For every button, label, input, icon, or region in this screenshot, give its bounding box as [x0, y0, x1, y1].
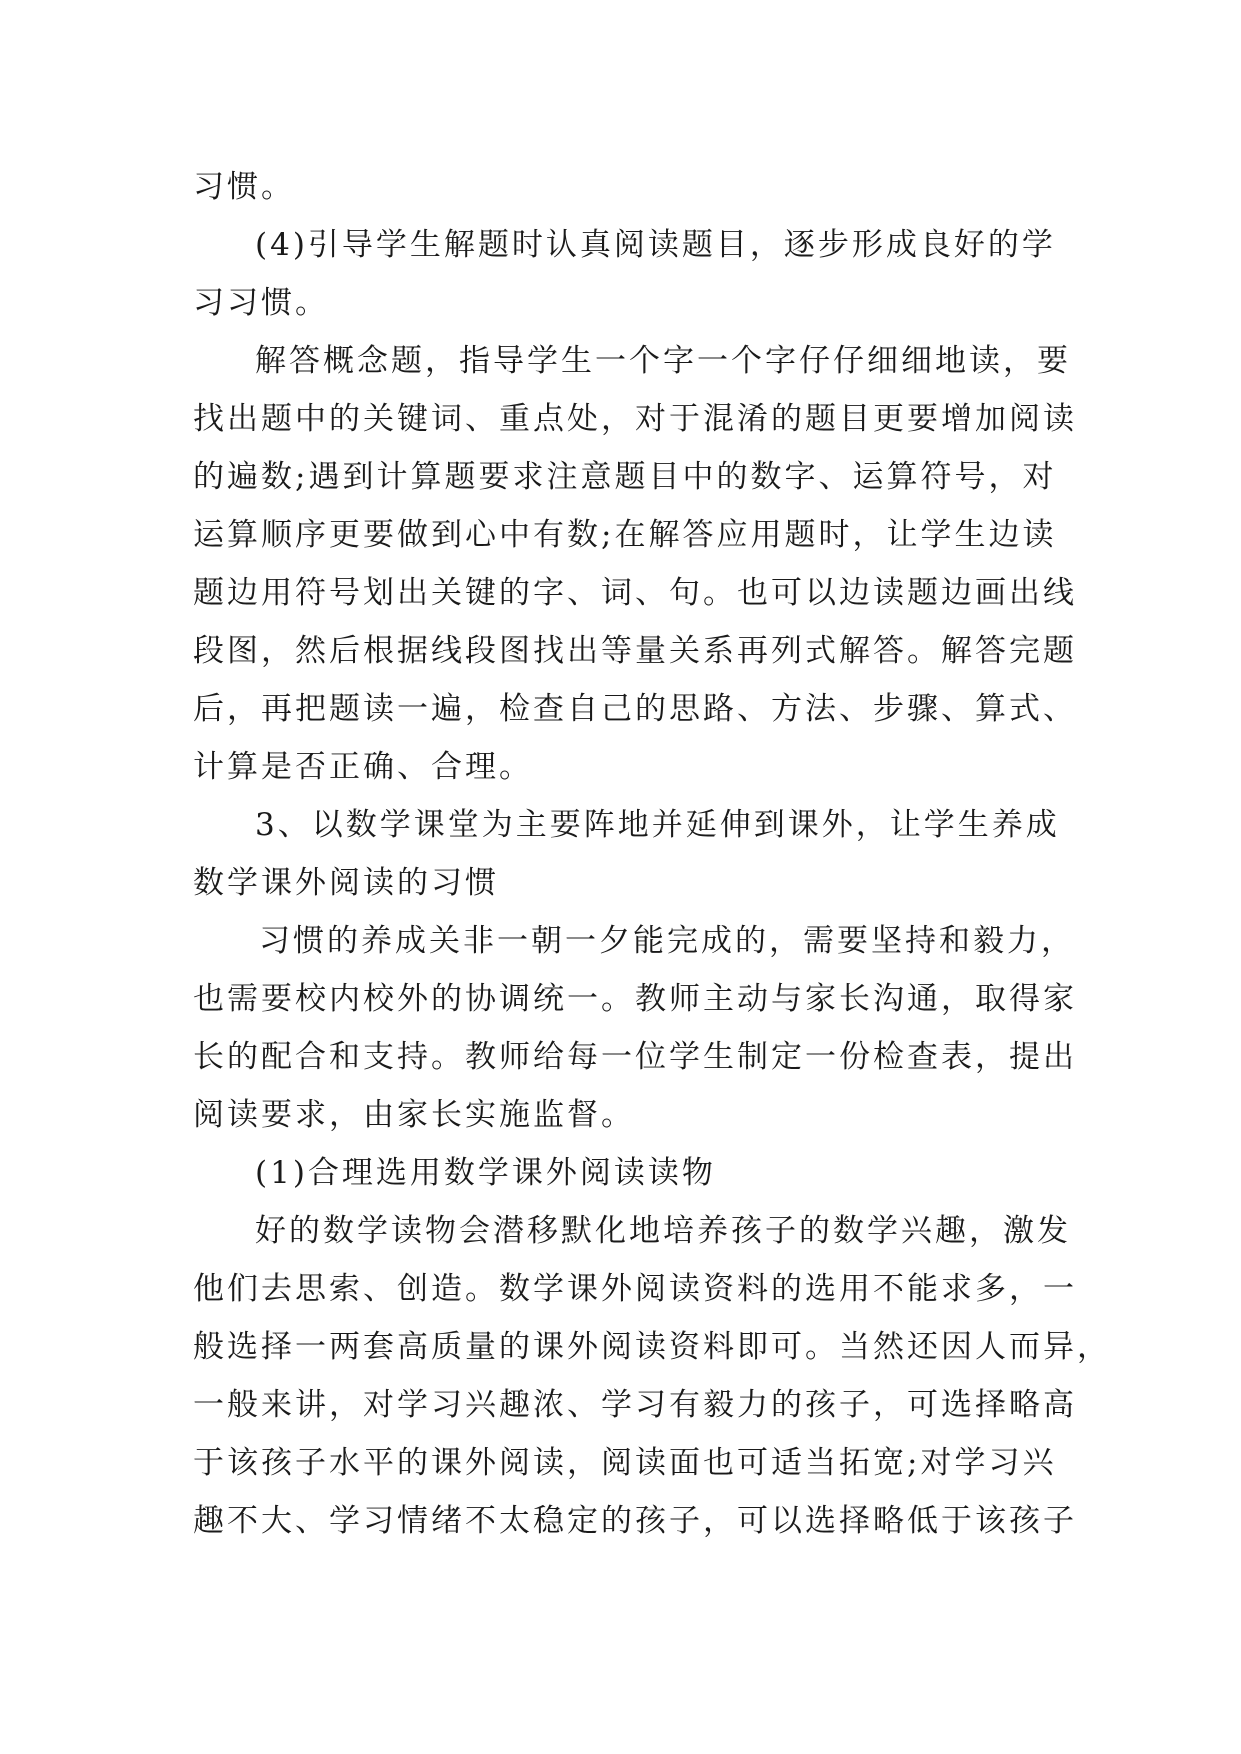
text-line-9: 段图，然后根据线段图找出等量关系再列式解答。解答完题: [193, 633, 1077, 669]
text-line-4: 解答概念题，指导学生一个字一个字仔仔细细地读，要: [255, 343, 1071, 379]
text-line-16: 长的配合和支持。教师给每一位学生制定一份检查表，提出: [193, 1039, 1077, 1075]
document-body: [193, 158, 1111, 1550]
text-line-23: 于该孩子水平的课外阅读，阅读面也可适当拓宽;对学习兴: [193, 1445, 1057, 1481]
text-line-19: 好的数学读物会潜移默化地培养孩子的数学兴趣，激发: [255, 1213, 1071, 1249]
text-line-24: 趣不大、学习情绪不太稳定的孩子，可以选择略低于该孩子: [193, 1503, 1077, 1539]
text-line-21: 般选择一两套高质量的课外阅读资料即可。当然还因人而异，: [193, 1329, 1111, 1365]
text-line-11: 计算是否正确、合理。: [193, 749, 533, 785]
text-line-10: 后，再把题读一遍，检查自己的思路、方法、步骤、算式、: [193, 691, 1077, 727]
text-line-2: (4)引导学生解题时认真阅读题目，逐步形成良好的学: [255, 227, 1056, 263]
text-line-8: 题边用符号划出关键的字、词、句。也可以边读题边画出线: [193, 575, 1077, 611]
text-line-3: 习习惯。: [193, 285, 329, 321]
text-line-17: 阅读要求，由家长实施监督。: [193, 1097, 635, 1133]
text-line-13: 数学课外阅读的习惯: [193, 865, 499, 901]
text-line-14: 习惯的养成关非一朝一夕能完成的，需要坚持和毅力，: [259, 923, 1075, 959]
text-line-22: 一般来讲，对学习兴趣浓、学习有毅力的孩子，可选择略高: [193, 1387, 1077, 1423]
subheading-1: (1)合理选用数学课外阅读读物: [255, 1155, 716, 1191]
text-line-20: 他们去思索、创造。数学课外阅读资料的选用不能求多，一: [193, 1271, 1077, 1307]
section-heading-3: 3、以数学课堂为主要阵地并延伸到课外，让学生养成: [255, 807, 1060, 843]
text-line-1: 习惯。: [193, 169, 295, 205]
text-line-7: 运算顺序更要做到心中有数;在解答应用题时，让学生边读: [193, 517, 1057, 553]
text-line-6: 的遍数;遇到计算题要求注意题目中的数字、运算符号，对: [193, 459, 1057, 495]
text-line-5: 找出题中的关键词、重点处，对于混淆的题目更要增加阅读: [193, 401, 1077, 437]
text-line-15: 也需要校内校外的协调统一。教师主动与家长沟通，取得家: [193, 981, 1077, 1017]
